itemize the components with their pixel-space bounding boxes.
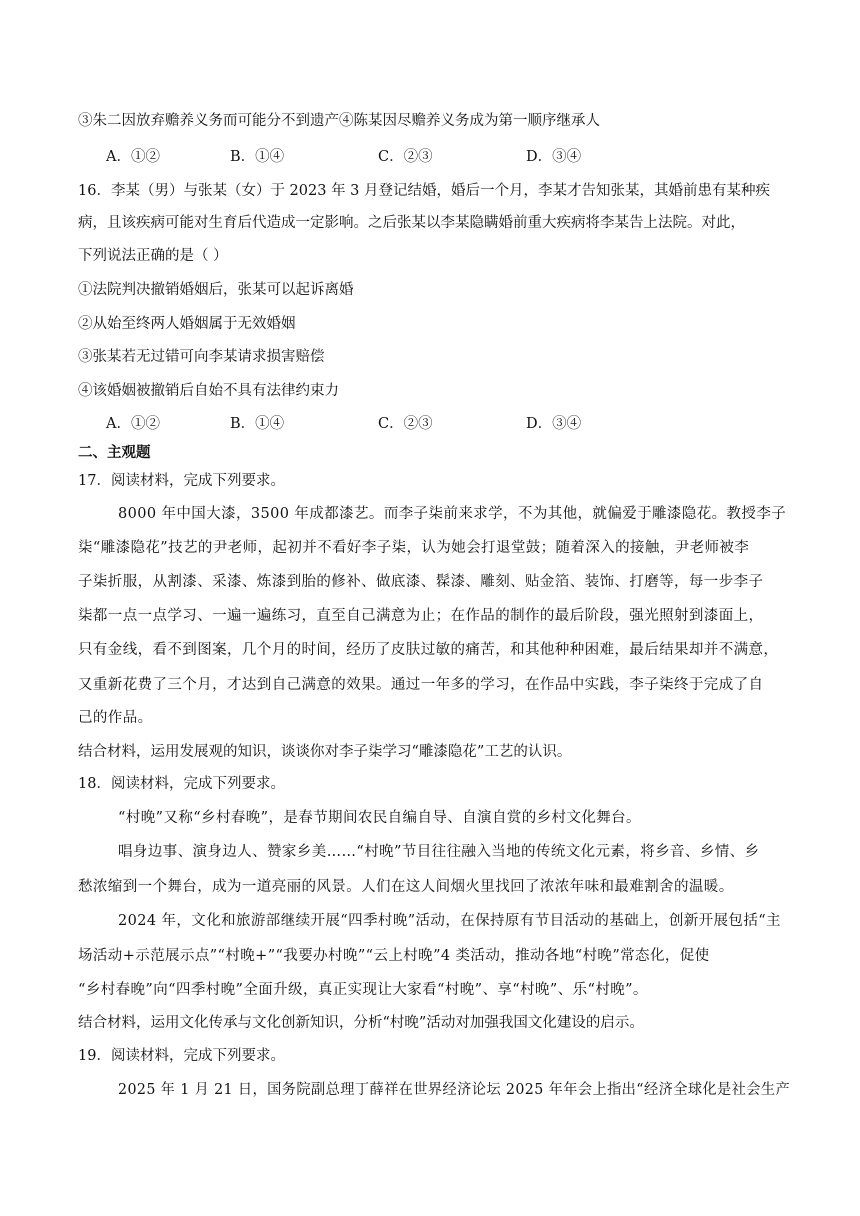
q16-stem-line-1: 16．李某（男）与张某（女）于 2023 年 3 月登记结婚，婚后一个月，李某才告知张某，其婚前患有某种疾 — [78, 183, 771, 199]
q17-material-line-6: 又重新花费了三个月，才达到自己满意的效果。通过一年多的学习，在作品中实践，李子柒终于完成了自 — [78, 677, 764, 693]
q15-option-b: B．①④ — [230, 149, 285, 165]
q17-stem: 17．阅读材料，完成下列要求。 — [78, 473, 285, 489]
q18-material-line-1: “村晚”又称“乡村春晚”，是春节期间农民自编自导、自演自赏的乡村文化舞台。 — [118, 810, 641, 826]
q15-option-a: A．①② — [106, 149, 160, 165]
q16-item-1: ①法院判决撤销婚姻后，张某可以起诉离婚 — [78, 282, 354, 298]
q16-option-c: C．②③ — [378, 416, 433, 432]
q17-material-line-1: 8000 年中国大漆，3500 年成都漆艺。而李子柒前来求学，不为其他，就偏爱于雕漆隐花。教授李子 — [118, 506, 787, 522]
q17-material-line-5: 只有金线，看不到图案，几个月的时间，经历了皮肤过敏的痛苦，和其他种种困难，最后结果却并不满意， — [78, 642, 779, 658]
q19-material-line-1: 2025 年 1 月 21 日，国务院副总理丁薛祥在世界经济论坛 2025 年年会上指出“经济全球化是社会生产 — [118, 1082, 791, 1098]
q18-material-line-5: 场活动+示范展示点”“村晚+”“我要办村晚”“云上村晚”4 类活动，推动各地“村晚”常态化，促使 — [78, 948, 710, 964]
q16-stem-line-2: 病，且该疾病可能对生育后代造成一定影响。之后张某以李某隐瞒婚前重大疾病将李某告上法院。对此， — [78, 215, 745, 231]
q18-stem: 18．阅读材料，完成下列要求。 — [78, 776, 285, 792]
q16-item-3: ③张某若无过错可向李某请求损害赔偿 — [78, 349, 325, 365]
q17-material-line-7: 己的作品。 — [78, 710, 153, 726]
q16-option-a: A．①② — [106, 416, 160, 432]
q16-item-2: ②从始至终两人婚姻属于无效婚姻 — [78, 316, 296, 332]
q17-material-line-3: 子柒折服，从割漆、采漆、炼漆到胎的修补、做底漆、髹漆、雕刻、贴金箔、装饰、打磨等，每一步李子 — [78, 574, 764, 590]
q15-item-line: ③朱二因放弃赡养义务而可能分不到遗产④陈某因尽赡养义务成为第一顺序继承人 — [78, 113, 600, 129]
q16-item-4: ④该婚姻被撤销后自始不具有法律约束力 — [78, 383, 339, 399]
q18-material-line-2: 唱身边事、演身边人、赞家乡美……“村晚”节目往往融入当地的传统文化元素，将乡音、乡情、乡 — [118, 844, 760, 860]
q18-material-line-4: 2024 年，文化和旅游部继续开展“四季村晚”活动，在保持原有节目活动的基础上，创新开展包括“主 — [118, 913, 781, 929]
q17-material-line-2: 柒“雕漆隐花”技艺的尹老师，起初并不看好李子柒，认为她会打退堂鼓；随着深入的接触，尹老师被李 — [78, 540, 750, 556]
section-title: 二、主观题 — [78, 445, 151, 461]
q15-option-d: D．③④ — [526, 149, 582, 165]
q17-question: 结合材料，运用发展观的知识，谈谈你对李子柒学习“雕漆隐花”工艺的认识。 — [78, 744, 572, 760]
q16-option-b: B．①④ — [230, 416, 285, 432]
q16-option-d: D．③④ — [526, 416, 582, 432]
q17-material-line-4: 柒都一点一点学习、一遍一遍练习，直至自己满意为止；在作品的制作的最后阶段，强光照射到漆面上， — [78, 608, 764, 624]
q15-option-c: C．②③ — [378, 149, 433, 165]
q19-stem: 19．阅读材料，完成下列要求。 — [78, 1048, 285, 1064]
q18-material-line-6: “乡村春晚”向“四季村晚”全面升级，真正实现让大家看“村晚”、享“村晚”、乐“村晚”。 — [78, 982, 648, 998]
q18-question: 结合材料，运用文化传承与文化创新知识，分析“村晚”活动对加强我国文化建设的启示。 — [78, 1015, 644, 1031]
q16-stem-line-3: 下列说法正确的是（ ） — [78, 248, 228, 264]
q18-material-line-3: 愁浓缩到一个舞台，成为一道亮丽的风景。人们在这人间烟火里找回了浓浓年味和最难割舍的温暖。 — [78, 879, 734, 895]
